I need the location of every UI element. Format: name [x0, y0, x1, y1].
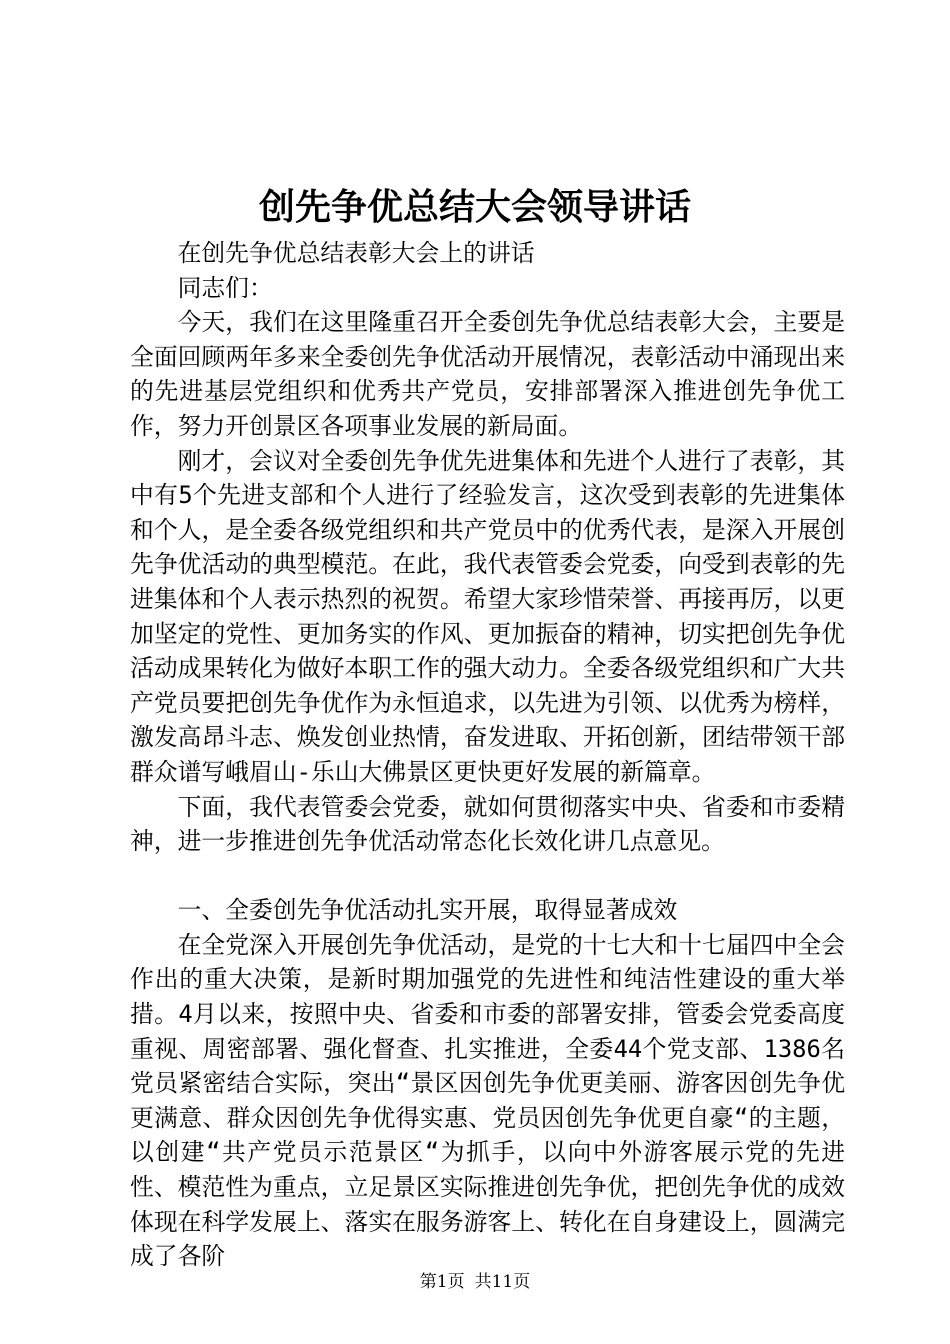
speech-subtitle: 在创先争优总结表彰大会上的讲话 [177, 239, 535, 267]
page-total: 共11页 [474, 1272, 531, 1292]
document-body [130, 236, 845, 1274]
body-paragraph: 刚才，会议对全委创先争优先进集体和先进个人进行了表彰，其中有5个先进支部和个人进行了经验发言，这次受到表彰的先进集体和个人，是全委各级党组织和共产党员中的优秀代表，是深入开展创先争优活动的典型模范。在此，我代表管委会党委，向受到表彰的先进集体和个人表示热烈的祝贺。希望大家珍惜荣誉、再接再厉，以更加坚定的党性、更加务实的作风、更加振奋的精神，切实把创先争优活动成果转化为做好本职工作的强大动力。全委各级党组织和广大共产党员要把创先争优作为永恒追求，以先进为引领、以优秀为榜样，激发高昂斗志、焕发创业热情，奋发进取、开拓创新，团结带领干部群众谱写峨眉山-乐山大佛景区更快更好发展的新篇章。 [130, 446, 845, 786]
section-heading: 一、全委创先争优活动扎实开展，取得显著成效 [177, 896, 678, 925]
document-title: 创先争优总结大会领导讲话 [258, 186, 691, 228]
page-footer [0, 1270, 950, 1294]
salutation: 同志们： [177, 273, 273, 302]
body-paragraph: 今天，我们在这里隆重召开全委创先争优总结表彰大会，主要是全面回顾两年多来全委创先争优活动开展情况，表彰活动中涌现出来的先进基层党组织和优秀共产党员，安排部署深入推进创先争优工作，努力开创景区各项事业发展的新局面。 [130, 308, 845, 440]
blank-line [130, 859, 845, 894]
page-number: 第1页 [419, 1272, 465, 1292]
body-paragraph: 下面，我代表管委会党委，就如何贯彻落实中央、省委和市委精神，进一步推进创先争优活动常态化长效化讲几点意见。 [130, 792, 845, 856]
body-paragraph: 在全党深入开展创先争优活动，是党的十七大和十七届四中全会作出的重大决策，是新时期加强党的先进性和纯洁性建设的重大举措。4月以来，按照中央、省委和市委的部署安排，管委会党委高度重视、周密部署、强化督查、扎实推进，全委44个党支部、1386名党员紧密结合实际，突出“景区因创先争优更美丽、游客因创先争优更满意、群众因创先争优得实惠、党员因创先争优更自豪“的主题，以创建“共产党员示范景区“为抓手，以向中外游客展示党的先进性、模范性为重点，立足景区实际推进创先争优，把创先争优的成效体现在科学发展上、落实在服务游客上、转化在自身建设上，圆满完成了各阶 [130, 930, 845, 1271]
